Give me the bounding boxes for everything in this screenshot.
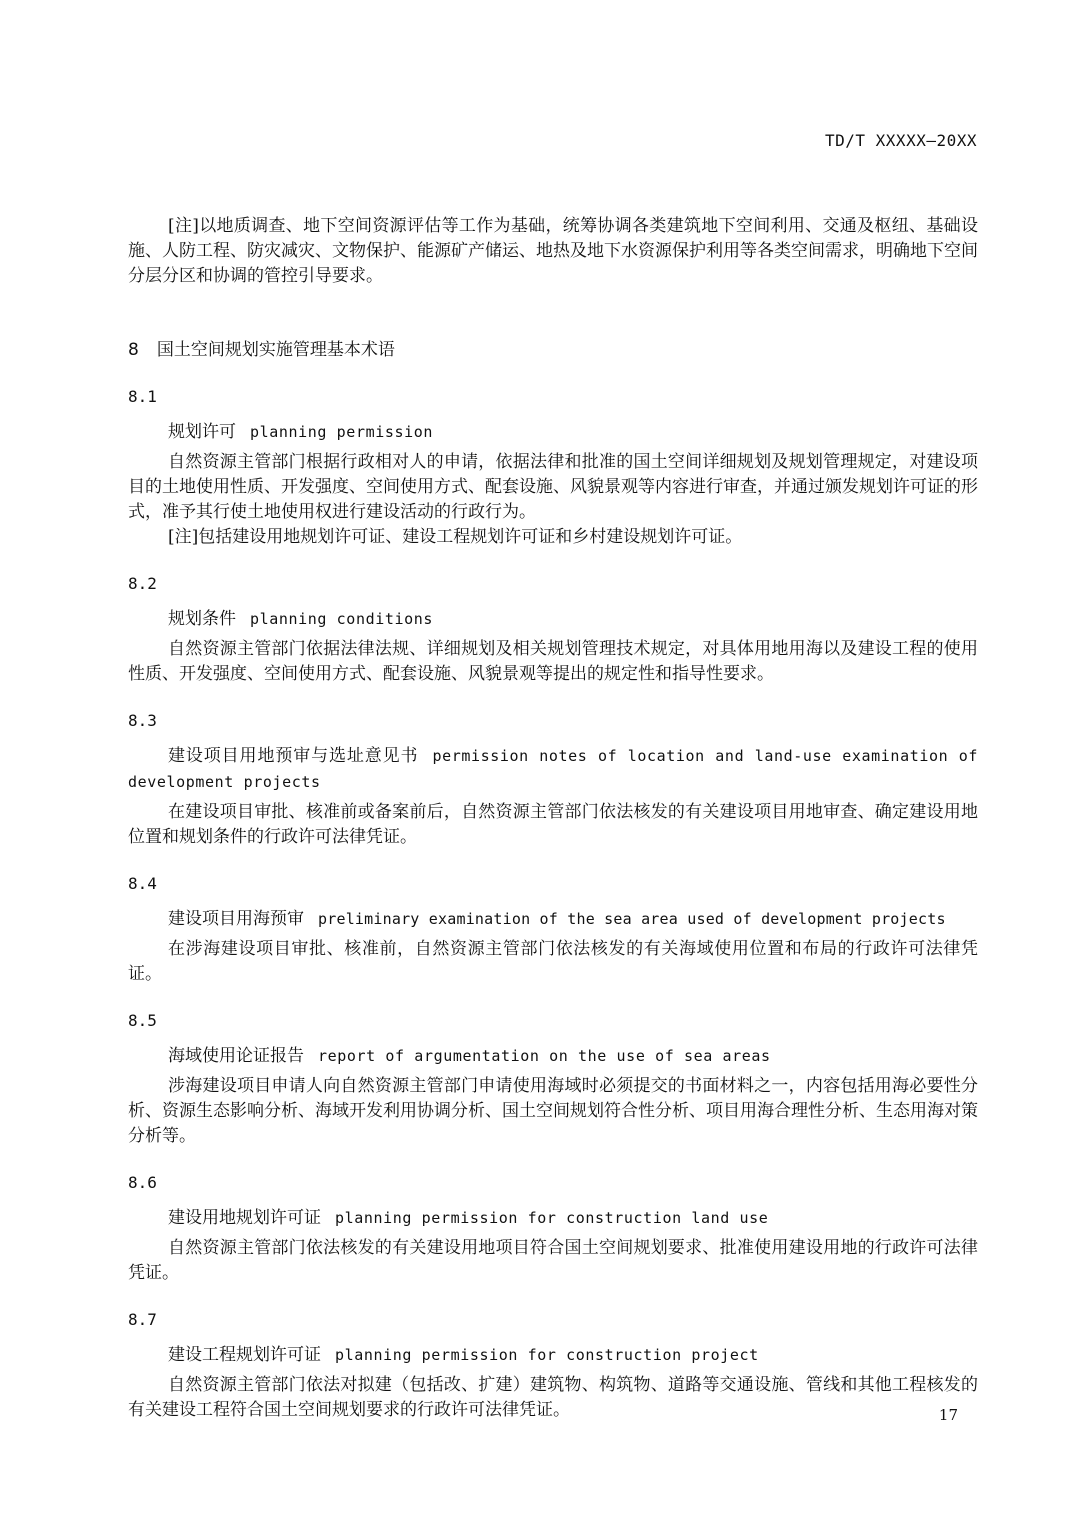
term-chinese: 规划条件 xyxy=(168,609,236,629)
clause-number: 8.7 xyxy=(128,1310,157,1329)
intro-note: [注]以地质调查、地下空间资源评估等工作为基础，统筹协调各类建筑地下空间利用、交通及枢纽、基础设施、人防工程、防灾减灾、文物保护、能源矿产储运、地热及地下水资源保护利用等各类空间需求，明确地下空间分层分区和协调的管控引导要求。 xyxy=(128,216,978,286)
page-number: 17 xyxy=(938,1406,958,1424)
term-chinese: 建设项目用海预审 xyxy=(168,909,304,929)
term-definition: 自然资源主管部门根据行政相对人的申请，依据法律和批准的国土空间详细规划及规划管理规定，对建设项目的土地使用性质、开发强度、空间使用方式、配套设施、风貌景观等内容进行审查，并通过颁发规划许可证的形式，准予其行使土地使用权进行建设活动的行政行为。 xyxy=(128,452,978,522)
clause-number: 8.6 xyxy=(128,1173,157,1192)
clause-8-6 xyxy=(128,1170,978,1286)
clause-number: 8.2 xyxy=(128,574,157,593)
section-heading xyxy=(128,338,978,363)
term-english: report of argumentation on the use of sea areas xyxy=(318,1047,771,1065)
term-definition: 自然资源主管部门依据法律法规、详细规划及相关规划管理技术规定，对具体用地用海以及建设工程的使用性质、开发强度、空间使用方式、配套设施、风貌景观等提出的规定性和指导性要求。 xyxy=(128,639,978,684)
clause-8-1 xyxy=(128,384,978,550)
term-english: preliminary examination of the sea area used of development projects xyxy=(318,910,946,928)
term-heading xyxy=(128,1043,978,1069)
term-english: permission notes of location and land-use examination of development projects xyxy=(128,747,978,791)
section-title: 国土空间规划实施管理基本术语 xyxy=(156,340,395,360)
term-definition: 自然资源主管部门依法对拟建（包括改、扩建）建筑物、构筑物、道路等交通设施、管线和其他工程核发的有关建设工程符合国土空间规划要求的行政许可法律凭证。 xyxy=(128,1375,978,1420)
page-content xyxy=(128,214,978,1423)
term-chinese: 建设工程规划许可证 xyxy=(168,1345,321,1365)
clause-number: 8.4 xyxy=(128,874,157,893)
term-heading xyxy=(128,419,978,445)
section-number: 8 xyxy=(128,340,139,360)
term-definition: 自然资源主管部门依法核发的有关建设用地项目符合国土空间规划要求、批准使用建设用地的行政许可法律凭证。 xyxy=(128,1238,978,1283)
clause-number: 8.5 xyxy=(128,1011,157,1030)
term-definition: 在建设项目审批、核准前或备案前后，自然资源主管部门依法核发的有关建设项目用地审查、确定建设用地位置和规划条件的行政许可法律凭证。 xyxy=(128,802,978,847)
term-definition: 涉海建设项目申请人向自然资源主管部门申请使用海域时必须提交的书面材料之一，内容包括用海必要性分析、资源生态影响分析、海域开发利用协调分析、国土空间规划符合性分析、项目用海合理性分析、生态用海对策分析等。 xyxy=(128,1076,978,1146)
term-heading xyxy=(128,743,978,795)
term-english: planning permission xyxy=(250,423,433,441)
clause-8-3 xyxy=(128,708,978,850)
term-heading xyxy=(128,606,978,632)
clause-8-2 xyxy=(128,571,978,687)
clause-8-5 xyxy=(128,1008,978,1149)
term-definition: 在涉海建设项目审批、核准前，自然资源主管部门依法核发的有关海域使用位置和布局的行政许可法律凭证。 xyxy=(128,939,978,984)
document-code: TD/T XXXXX—20XX xyxy=(825,131,977,150)
term-chinese: 规划许可 xyxy=(168,422,236,442)
term-chinese: 建设用地规划许可证 xyxy=(168,1208,321,1228)
term-english: planning permission for construction project xyxy=(335,1346,759,1364)
term-chinese: 建设项目用地预审与选址意见书 xyxy=(168,746,419,766)
term-heading xyxy=(128,1342,978,1368)
term-chinese: 海域使用论证报告 xyxy=(168,1046,304,1066)
clause-8-7 xyxy=(128,1307,978,1423)
term-english: planning permission for construction land use xyxy=(335,1209,769,1227)
term-heading xyxy=(128,906,978,932)
clause-number: 8.3 xyxy=(128,711,157,730)
term-heading xyxy=(128,1205,978,1231)
clause-8-4 xyxy=(128,871,978,987)
term-english: planning conditions xyxy=(250,610,433,628)
clause-number: 8.1 xyxy=(128,387,157,406)
term-note: [注]包括建设用地规划许可证、建设工程规划许可证和乡村建设规划许可证。 xyxy=(168,527,743,547)
